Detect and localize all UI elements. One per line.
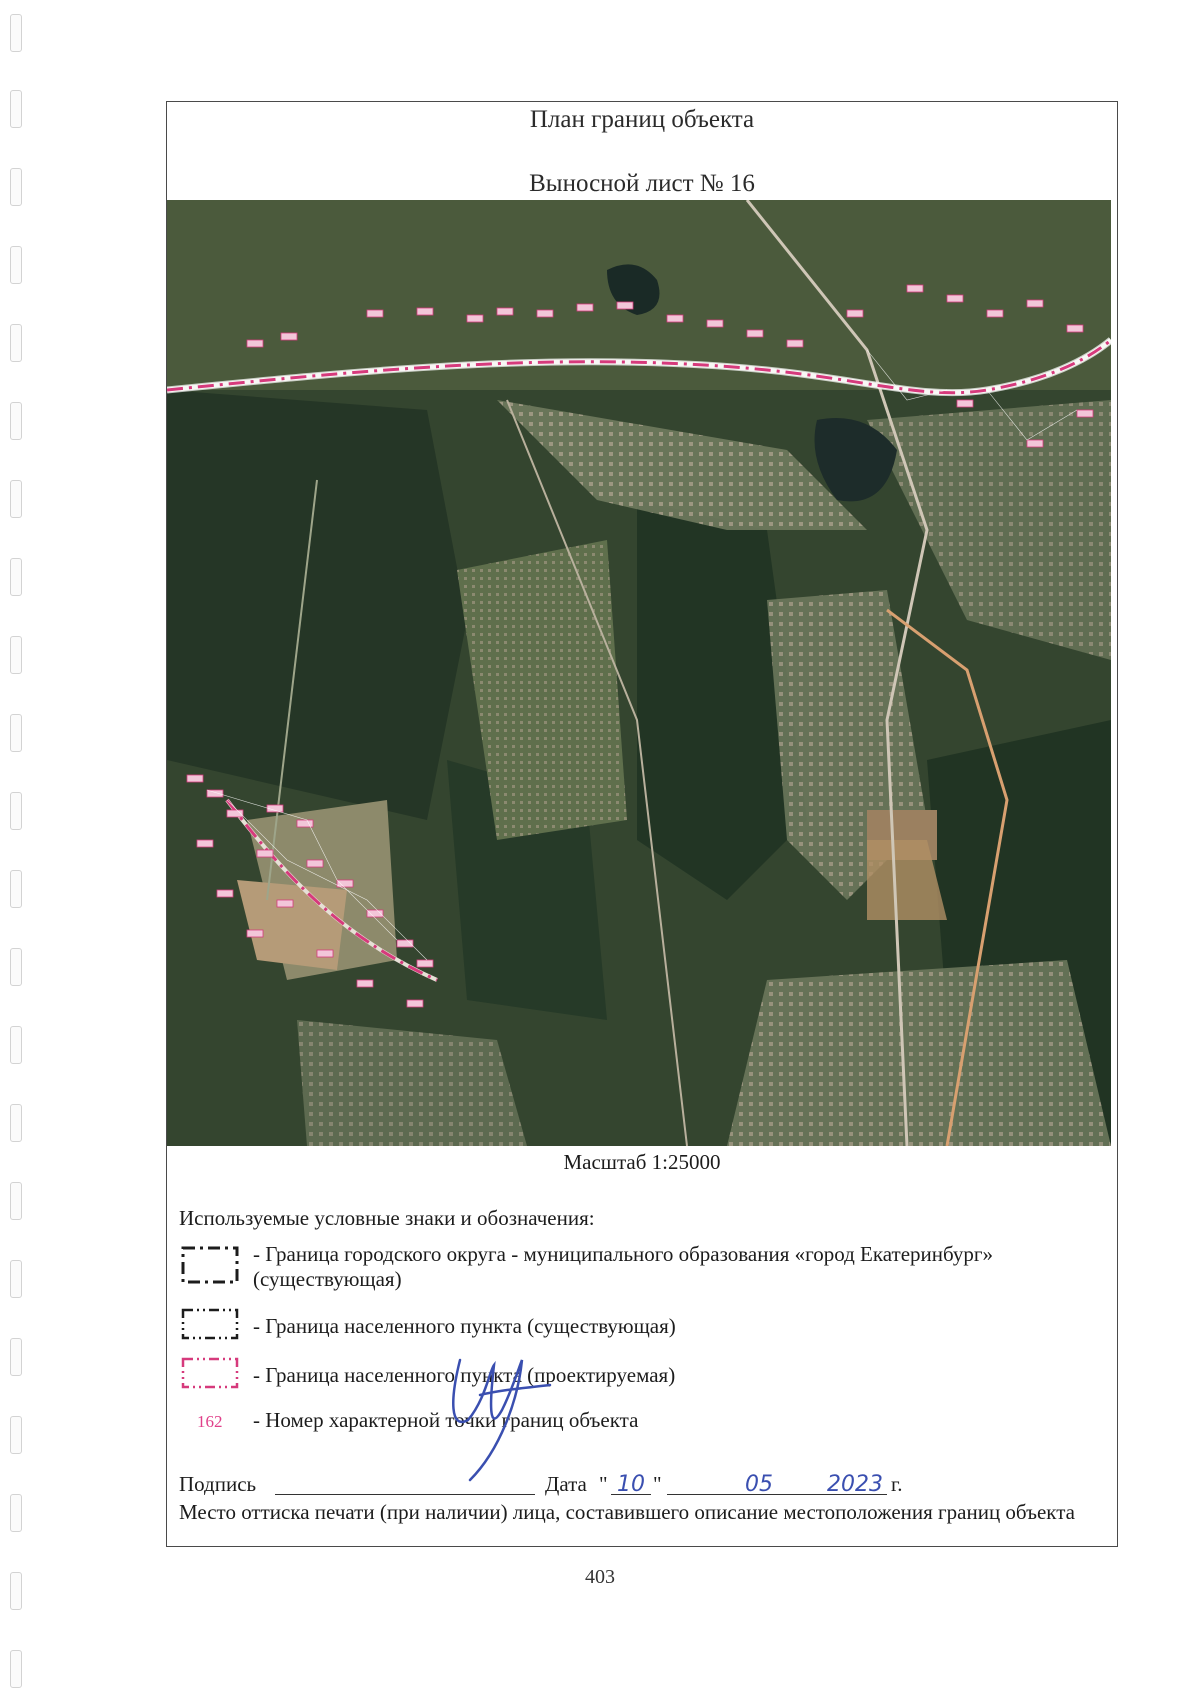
date-day: 10: [617, 1472, 645, 1497]
date-year: 2023: [827, 1472, 883, 1497]
signature-line: [275, 1494, 535, 1495]
projected-boundary-icon: [179, 1355, 241, 1391]
handwritten-signature: [430, 1340, 560, 1490]
map-scale: Масштаб 1:25000: [563, 1150, 721, 1174]
date-label: Дата: [545, 1472, 587, 1496]
dash-dot-boundary-icon: [179, 1242, 241, 1288]
page-title: План границ объекта: [529, 106, 755, 133]
point-number-sample: 162: [197, 1412, 223, 1431]
legend-item-text: - Граница населенного пункта (существующая): [253, 1314, 676, 1338]
legend-item-text: - Граница городского округа - муниципального образования «город Екатеринбург» (существующая): [253, 1242, 994, 1291]
satellite-map: [167, 200, 1111, 1146]
legend-heading: Используемые условные знаки и обозначения:: [179, 1206, 595, 1230]
map-image: [167, 200, 1111, 1146]
dotted-boundary-icon: [179, 1306, 241, 1342]
stamp-place-text: Место оттиска печати (при наличии) лица, составившего описание местоположения границ объекта: [179, 1500, 1075, 1524]
binder-holes: [8, 14, 24, 1694]
date-month: 05: [745, 1472, 773, 1497]
signature-row: Подпись Дата " 10 " 05 2023 г.: [179, 1472, 903, 1497]
sheet-frame: [166, 101, 1118, 1547]
signature-label: Подпись: [179, 1472, 257, 1496]
year-suffix: г.: [891, 1472, 903, 1496]
sheet-number: Выносной лист № 16: [529, 170, 755, 197]
legend-item-text: - Номер характерной точки границ объекта: [253, 1408, 639, 1432]
legend-item-text: - Граница населенного пункта (проектируемая): [253, 1363, 676, 1387]
page-number: 403: [585, 1566, 615, 1588]
